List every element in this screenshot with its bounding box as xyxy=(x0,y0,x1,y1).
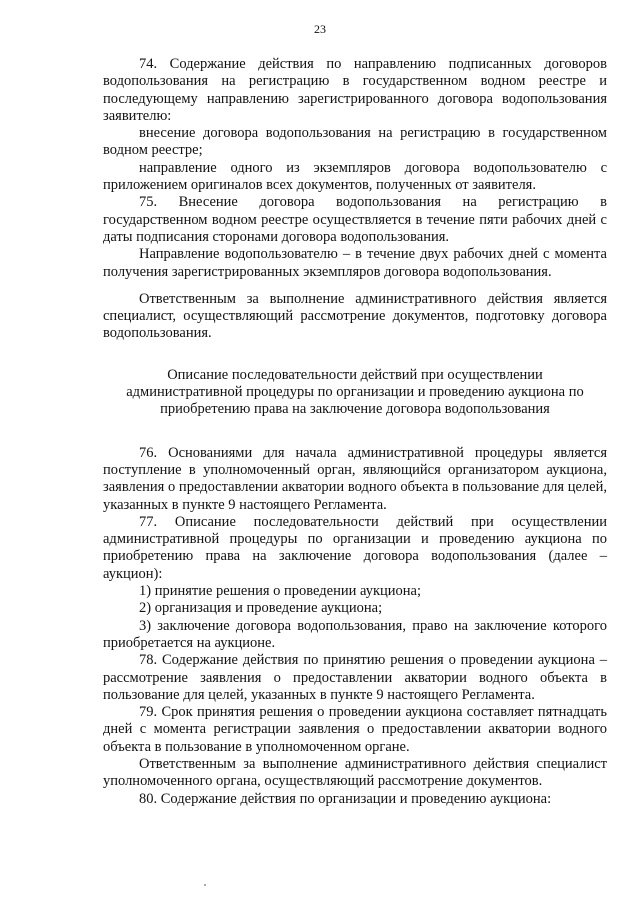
page-number: 23 xyxy=(314,22,326,36)
paragraph-74-item-2: направление одного из экземпляров договора водопользователю с приложением оригиналов всех документов, полученных от заявителя. xyxy=(103,159,607,194)
paragraph-79: 79. Срок принятия решения о проведении аукциона составляет пятнадцать дней с момента регистрации заявления о предоставлении акватории водного объекта в пользование в уполномоченном органе. xyxy=(103,704,607,755)
paragraph-80: 80. Содержание действия по организации и проведению аукциона: xyxy=(139,790,552,807)
paragraph-75-continued: Направление водопользователю – в течение двух рабочих дней с момента получения зарегистрированных экземпляров договора водопользования. xyxy=(103,246,607,280)
paragraph-77: 77. Описание последовательности действий при осуществлении административной процедуры по организации и проведению аукциона по приобретению права на заключение договора водопользования (далее – аукцион): xyxy=(103,513,607,582)
responsible-statement-1: Ответственным за выполнение административного действия является специалист, осуществляющий рассмотрение документов, подготовку договора водопользования. xyxy=(103,290,607,342)
paragraph-77-item-3: 3) заключение договора водопользования, право на заключение которого приобретается на аукционе. xyxy=(103,617,607,651)
paragraph-77-item-2: 2) организация и проведение аукциона; xyxy=(139,600,383,617)
section-heading-line-2: административной процедуры по организации и проведению аукциона по xyxy=(126,384,584,401)
paragraph-74-item-1: внесение договора водопользования на регистрацию в государственном водном реестре; xyxy=(103,125,607,159)
section-heading xyxy=(103,367,607,419)
document-body xyxy=(103,56,607,808)
paragraph-76: 76. Основаниями для начала административной процедуры является поступление в уполномоченный орган, являющийся организатором аукциона, заявления о предоставлении акватории водного объекта в пользование для целей, указанных в пункте 9 настоящего Регламента. xyxy=(103,444,607,513)
section-heading-line-1: Описание последовательности действий при осуществлении xyxy=(167,366,543,383)
responsible-statement-2: Ответственным за выполнение административного действия специалист уполномоченного органа, осуществляющий рассмотрение документов. xyxy=(103,755,607,790)
scan-speck xyxy=(204,884,206,886)
paragraph-75: 75. Внесение договора водопользования на регистрацию в государственном водном реестре осуществляется в течение пяти рабочих дней с даты подписания сторонами договора водопользования. xyxy=(103,194,607,245)
section-heading-line-3: приобретению права на заключение договора водопользования xyxy=(160,401,550,418)
paragraph-74: 74. Содержание действия по направлению подписанных договоров водопользования на регистрацию в государственном водном реестре и последующему направлению зарегистрированного договора водопользования заявителю: xyxy=(103,56,607,124)
paragraph-77-item-1: 1) принятие решения о проведении аукциона; xyxy=(139,583,422,600)
paragraph-78: 78. Содержание действия по принятию решения о проведении аукциона – рассмотрение заявления о предоставлении акватории водного объекта в пользование для целей, указанных в пункте 9 настоящего Регламента. xyxy=(103,652,607,703)
